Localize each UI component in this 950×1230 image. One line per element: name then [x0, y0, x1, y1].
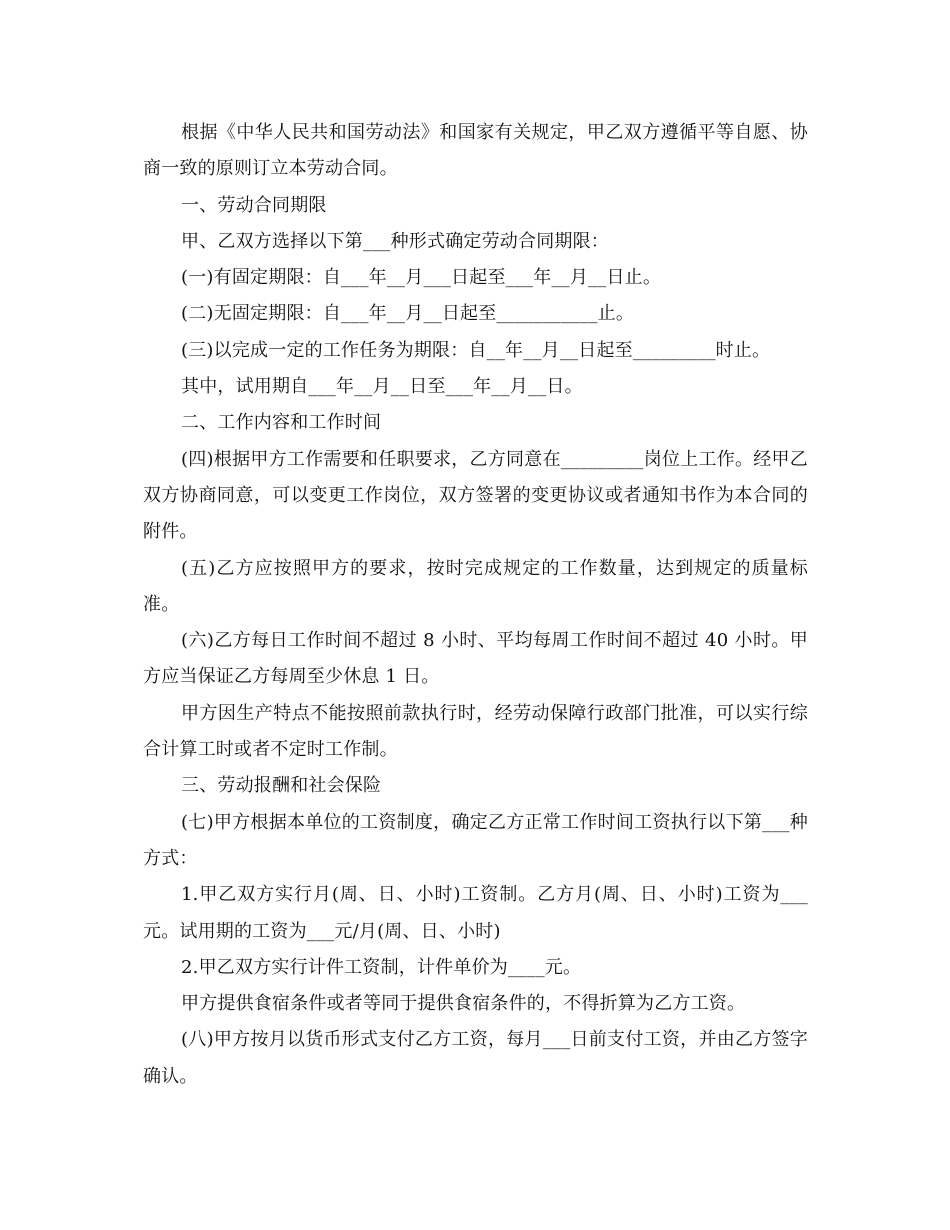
section-heading-work-content: 二、工作内容和工作时间	[181, 412, 382, 434]
section-heading-remuneration: 三、劳动报酬和社会保险	[181, 775, 382, 797]
paragraph-board-lodging: 甲方提供食宿条件或者等同于提供食宿条件的，不得折算为乙方工资。	[181, 993, 746, 1015]
paragraph-special-hours: 甲方因生产特点不能按照前款执行时，经劳动保障行政部门批准，可以实行综合计算工时或者不定时工作制。	[143, 702, 808, 761]
paragraph-fixed-term: (一)有固定期限：自___年__月___日起至___年__月__日止。	[181, 267, 662, 289]
paragraph-work-quota: (五)乙方应按照甲方的要求，按时完成规定的工作数量，达到规定的质量标准。	[143, 557, 808, 615]
paragraph-task-term: (三)以完成一定的工作任务为期限：自__年__月__日起至_________时止。	[181, 339, 771, 361]
paragraph-payment: (八)甲方按月以货币形式支付乙方工资，每月___日前支付工资，并由乙方签字确认。	[143, 1029, 808, 1087]
paragraph-intro: 根据《中华人民共和国劳动法》和国家有关规定，甲乙双方遵循平等自愿、协商一致的原则订立本劳动合同。	[143, 122, 808, 180]
paragraph-open-term: (二)无固定期限：自___年__月__日起至___________止。	[181, 303, 635, 325]
paragraph-working-hours: (六)乙方每日工作时间不超过 8 小时、平均每周工作时间不超过 40 小时。甲方应当保证乙方每周至少休息 1 日。	[143, 630, 808, 688]
contract-body	[143, 115, 808, 1095]
paragraph-position: (四)根据甲方工作需要和任职要求，乙方同意在_________岗位上工作。经甲乙双方协商同意，可以变更工作岗位，双方签署的变更协议或者通知书作为本合同的附件。	[143, 448, 808, 543]
paragraph-time-wage: 1.甲乙双方实行月(周、日、小时)工资制。乙方月(周、日、小时)工资为___元。试用期的工资为___元/月(周、日、小时)	[143, 884, 808, 942]
section-heading-contract-term: 一、劳动合同期限	[181, 194, 327, 216]
paragraph-piece-wage: 2.甲乙双方实行计件工资制，计件单价为____元。	[181, 956, 582, 978]
paragraph-wage-method: (七)甲方根据本单位的工资制度，确定乙方正常工作时间工资执行以下第___种方式：	[143, 811, 808, 869]
paragraph-probation: 其中，试用期自___年__月__日至___年__月__日。	[181, 376, 583, 398]
paragraph-term-choice: 甲、乙双方选择以下第___种形式确定劳动合同期限：	[181, 230, 609, 252]
